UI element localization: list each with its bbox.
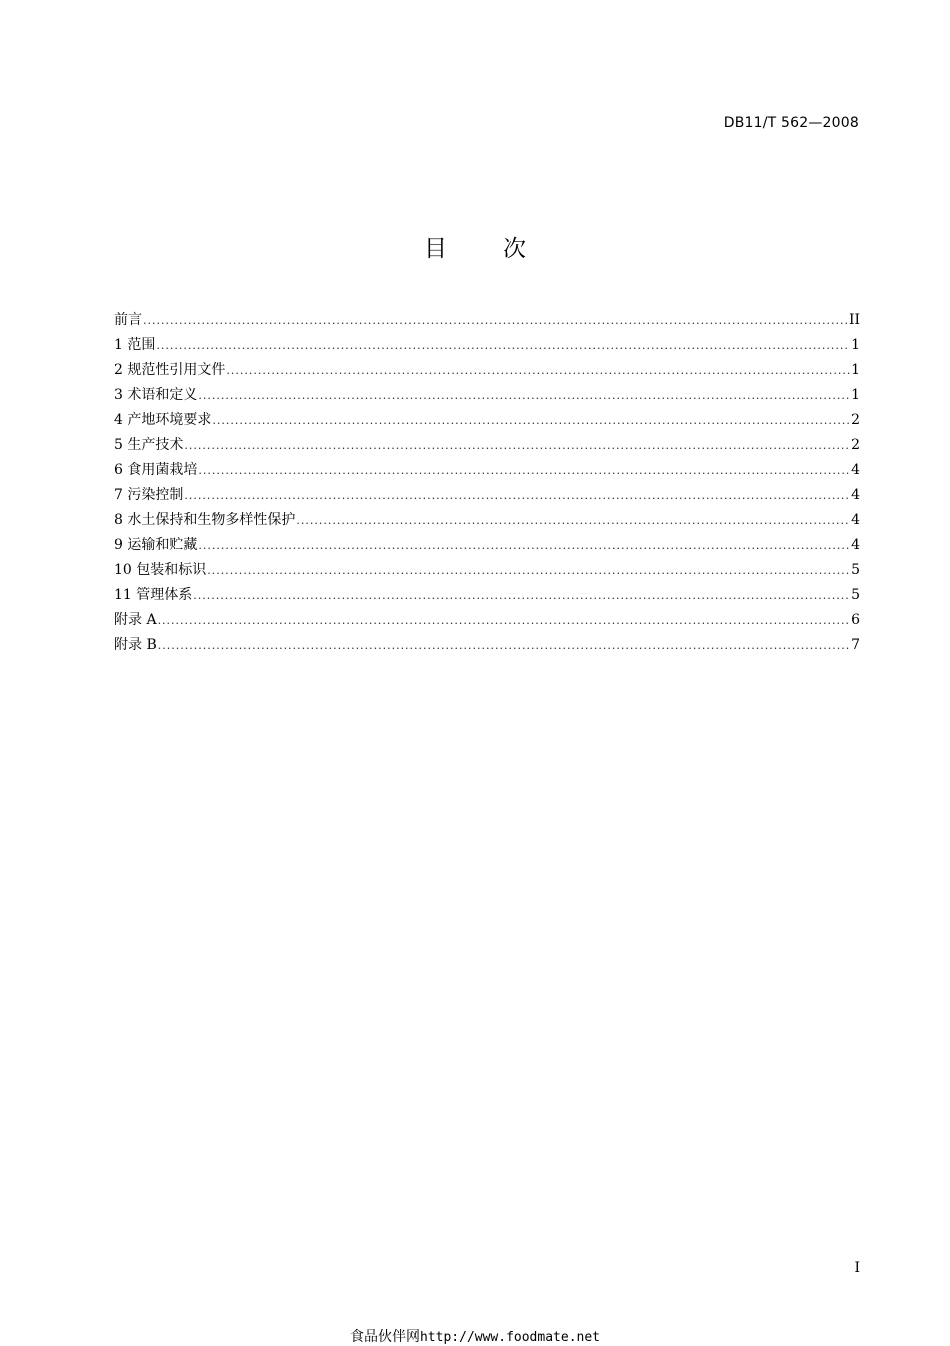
toc-entry-page: 5 <box>851 587 860 603</box>
toc-leader-dots <box>198 533 850 558</box>
toc-entry-page: 1 <box>851 337 860 353</box>
toc-entry-page: 7 <box>851 637 860 653</box>
toc-entry-packaging[interactable] <box>114 558 860 583</box>
toc-entry-label: 8 水土保持和生物多样性保护 <box>114 512 296 528</box>
toc-entry-label: 4 产地环境要求 <box>114 412 212 428</box>
toc-entry-environment[interactable] <box>114 408 860 433</box>
toc-entry-label: 附录 B <box>114 637 157 653</box>
toc-entry-foreword[interactable] <box>114 308 860 333</box>
toc-entry-terms-definitions[interactable] <box>114 383 860 408</box>
toc-leader-dots <box>143 308 848 333</box>
toc-entry-conservation[interactable] <box>114 508 860 533</box>
toc-entry-mushroom[interactable] <box>114 458 860 483</box>
toc-entry-page: 4 <box>851 537 860 553</box>
toc-entry-label: 6 食用菌栽培 <box>114 462 198 478</box>
toc-entry-appendix-b[interactable] <box>114 633 860 658</box>
toc-entry-page: 4 <box>851 487 860 503</box>
toc-entry-page: 4 <box>851 512 860 528</box>
toc-leader-dots <box>184 433 850 458</box>
toc-leader-dots <box>226 358 850 383</box>
toc-entry-label: 9 运输和贮藏 <box>114 537 198 553</box>
toc-entry-page: 5 <box>851 562 860 578</box>
toc-entry-label: 3 术语和定义 <box>114 387 198 403</box>
footer-watermark <box>0 1326 950 1346</box>
toc-leader-dots <box>198 458 850 483</box>
toc-leader-dots <box>193 583 850 608</box>
toc-entry-label: 11 管理体系 <box>114 587 193 603</box>
toc-leader-dots <box>156 333 850 358</box>
footer-url-link[interactable]: http://www.foodmate.net <box>419 1330 600 1345</box>
toc-entry-scope[interactable] <box>114 333 860 358</box>
page-number: I <box>854 1260 860 1276</box>
footer-site-name: 食品伙伴网 <box>349 1329 420 1345</box>
document-code: DB11/T 562—2008 <box>723 115 859 131</box>
toc-entry-page: 4 <box>851 462 860 478</box>
toc-entry-page: 1 <box>851 387 860 403</box>
table-of-contents <box>114 308 860 658</box>
toc-title-char-1: 目 <box>424 236 447 262</box>
toc-entry-page: II <box>848 312 860 328</box>
toc-leader-dots <box>296 508 850 533</box>
toc-leader-dots <box>158 608 851 633</box>
toc-entry-transport[interactable] <box>114 533 860 558</box>
toc-leader-dots <box>212 408 850 433</box>
toc-entry-page: 6 <box>851 612 860 628</box>
toc-entry-label: 前言 <box>114 312 142 328</box>
toc-entry-page: 2 <box>851 412 860 428</box>
toc-title <box>0 230 950 263</box>
toc-entry-label: 7 污染控制 <box>114 487 184 503</box>
toc-entry-normative-references[interactable] <box>114 358 860 383</box>
toc-entry-production[interactable] <box>114 433 860 458</box>
toc-entry-label: 1 范围 <box>114 337 156 353</box>
toc-entry-appendix-a[interactable] <box>114 608 860 633</box>
toc-entry-page: 2 <box>851 437 860 453</box>
toc-leader-dots <box>184 483 850 508</box>
toc-title-char-2: 次 <box>503 236 526 262</box>
toc-leader-dots <box>158 633 850 658</box>
toc-entry-label: 2 规范性引用文件 <box>114 362 226 378</box>
toc-leader-dots <box>198 383 850 408</box>
toc-entry-management[interactable] <box>114 583 860 608</box>
toc-entry-label: 附录 A <box>114 612 157 628</box>
toc-leader-dots <box>207 558 850 583</box>
toc-entry-label: 5 生产技术 <box>114 437 184 453</box>
toc-entry-pollution[interactable] <box>114 483 860 508</box>
toc-entry-label: 10 包装和标识 <box>114 562 207 578</box>
toc-entry-page: 1 <box>851 362 860 378</box>
